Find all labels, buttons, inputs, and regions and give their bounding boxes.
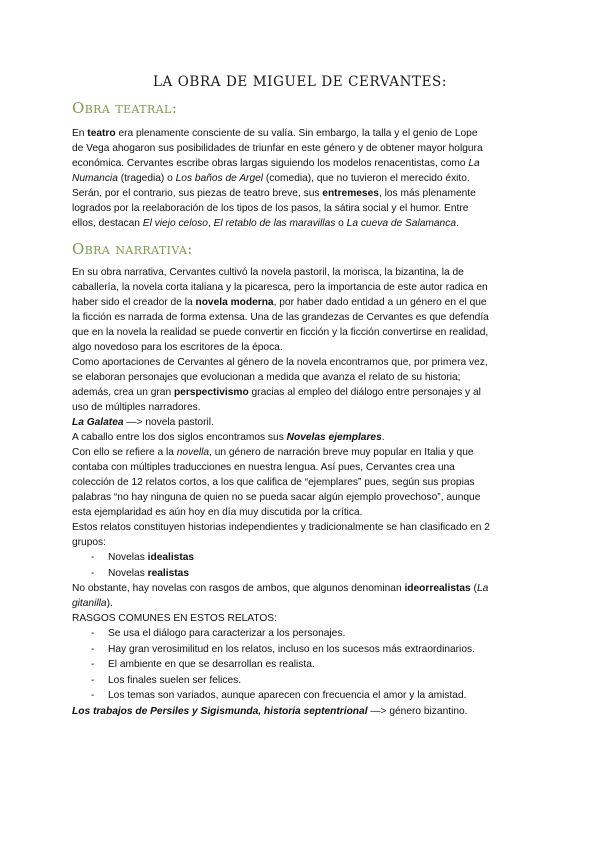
page-title: LA OBRA DE MIGUEL DE CERVANTES: — [152, 74, 448, 90]
teatral-paragraph: En teatro era plenamente consciente de su valía. Sin embargo, la talla y el genio de Lope de Vega ahogaron sus posibilidades de triunfar en este género y de obtener mayor holgura económica. Cervantes escribe obras largas siguiendo los modelos renacentistas, como La Numancia (tragedia) o Los baños de Argel (comedia), que no tuvieron el merecido éxito. Serán, por el contrario, sus piezas de teatro breve, sus entremeses, los más plenamente logrados por la reelaboración de los tipos de los pasos, la sátira social y el humor. Entre ellos, destacan El viejo celoso, El retablo de las maravillas o La cueva de Salamanca. — [72, 128, 483, 229]
rasgos-list — [72, 626, 532, 704]
narrativa-paragraph-3: Con ello se refiere a la novella, un género de narración breve muy popular en Italia y que contaba con múltiples traducciones en nuestra lengua. Así pues, Cervantes crea una colección de 12 relatos cortos, a los que califica de “ejemplares” pues, según sus propias palabras “no hay ninguna de quien no se pueda sacar algún ejemplo provechoso”, aunque esta ejemplaridad es aún hoy en día muy discutida por la crítica. — [72, 447, 481, 518]
narrativa-paragraph-4: Estos relatos constituyen historias independientes y tradicionalmente se han clasificado en 2 grupos: — [72, 522, 490, 548]
section-heading-obra-narrativa: Obra narrativa: — [72, 240, 193, 258]
list-item: - Los temas son variados, aunque aparecen con frecuencia el amor y la amistad. — [72, 688, 532, 704]
rasgos-heading: RASGOS COMUNES EN ESTOS RELATOS: — [72, 613, 277, 624]
narrativa-paragraph-2: Como aportaciones de Cervantes al género de la novela encontramos que, por primera vez, se elaboran personajes que evolucionan a medida que avanza el relato de su historia; además, crea un gran perspectivismo gracias al empleo del diálogo entre personajes y al uso de múltiples narradores. — [72, 357, 488, 413]
narrativa-paragraph-1: En su obra narrativa, Cervantes cultivó la novela pastoril, la morisca, la bizantina, la de caballería, la novela corta italiana y la picaresca, pero la importancia de este autor radica en haber sido el creador de la novela moderna, por haber dado entidad a un género en el que la ficción es narrada de forma extensa. Una de las grandezas de Cervantes es que defendía que en la novela la realidad se puede convertir en ficción y la ficción convertirse en realidad, algo novedoso para los escritores de la época. — [72, 267, 489, 353]
list-item: - Novelas idealistas — [72, 550, 532, 566]
novelas-ejemplares-line: A caballo entre los dos siglos encontramos sus Novelas ejemplares. — [72, 432, 385, 443]
list-item: - El ambiente en que se desarrollan es realista. — [72, 657, 532, 673]
list-item: - Los finales suelen ser felices. — [72, 673, 532, 689]
narrativa-paragraph-5: No obstante, hay novelas con rasgos de ambos, que algunos denominan ideorrealistas (La gitanilla). — [72, 583, 489, 609]
narrativa-content — [72, 265, 532, 719]
list-item: - Hay gran verosimilitud en los relatos, incluso en los sucesos más extraordinarios. — [72, 642, 532, 658]
list-item: - Novelas realistas — [72, 566, 532, 582]
galatea-line: La Galatea —> novela pastoril. — [72, 417, 214, 428]
grupos-list — [72, 550, 532, 581]
section-heading-obra-teatral: Obra teatral: — [72, 99, 178, 117]
persiles-line: Los trabajos de Persiles y Sigismunda, historia septentrional —> género bizantino. — [72, 705, 468, 717]
list-item: - Se usa el diálogo para caracterizar a los personajes. — [72, 626, 532, 642]
